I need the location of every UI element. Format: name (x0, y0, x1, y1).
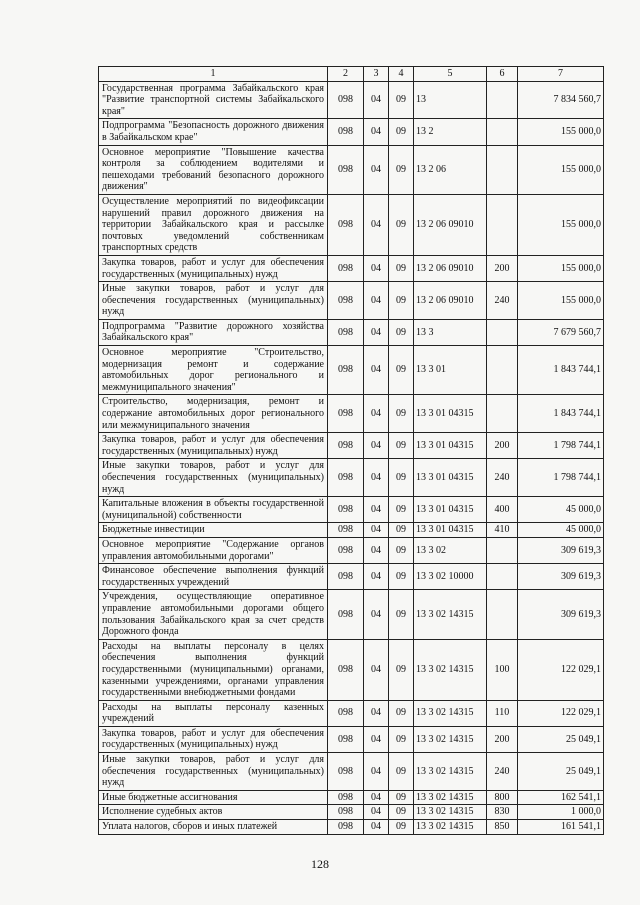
cell-expense-type: 110 (487, 700, 518, 726)
table-row (99, 564, 604, 590)
cell-section: 04 (364, 805, 389, 820)
cell-section: 04 (364, 433, 389, 459)
cell-target-article: 13 3 01 04315 (414, 395, 487, 433)
cell-name: Основное мероприятие "Содержание органов управления автомобильными дорогами" (99, 537, 328, 563)
cell-name: Расходы на выплаты персоналу казенных учреждений (99, 700, 328, 726)
cell-section: 04 (364, 255, 389, 281)
cell-admin-code: 098 (328, 523, 364, 538)
cell-section: 04 (364, 282, 389, 320)
cell-admin-code: 098 (328, 753, 364, 791)
cell-expense-type: 400 (487, 497, 518, 523)
page-number: 128 (311, 857, 329, 871)
table-row (99, 537, 604, 563)
cell-section: 04 (364, 459, 389, 497)
cell-name: Уплата налогов, сборов и иных платежей (99, 820, 328, 835)
cell-amount: 122 029,1 (518, 639, 604, 700)
cell-section: 04 (364, 790, 389, 805)
cell-admin-code: 098 (328, 790, 364, 805)
cell-admin-code: 098 (328, 255, 364, 281)
cell-section: 04 (364, 497, 389, 523)
cell-section: 04 (364, 700, 389, 726)
cell-name: Капитальные вложения в объекты государственной (муниципальной) собственности (99, 497, 328, 523)
cell-amount: 1 798 744,1 (518, 433, 604, 459)
cell-subsection: 09 (389, 753, 414, 791)
table-row (99, 726, 604, 752)
cell-section: 04 (364, 346, 389, 395)
table-row (99, 497, 604, 523)
cell-name: Иные закупки товаров, работ и услуг для обеспечения государственных (муниципальных) нужд (99, 282, 328, 320)
cell-subsection: 09 (389, 820, 414, 835)
cell-name: Бюджетные инвестиции (99, 523, 328, 538)
cell-target-article: 13 2 06 09010 (414, 255, 487, 281)
cell-expense-type (487, 319, 518, 345)
cell-amount: 161 541,1 (518, 820, 604, 835)
table-row (99, 145, 604, 194)
cell-admin-code: 098 (328, 820, 364, 835)
table-row (99, 805, 604, 820)
cell-admin-code: 098 (328, 564, 364, 590)
cell-admin-code: 098 (328, 81, 364, 119)
cell-amount: 45 000,0 (518, 523, 604, 538)
table-row (99, 395, 604, 433)
cell-target-article: 13 3 01 (414, 346, 487, 395)
cell-expense-type (487, 145, 518, 194)
cell-subsection: 09 (389, 119, 414, 145)
cell-section: 04 (364, 119, 389, 145)
cell-name: Финансовое обеспечение выполнения функций государственных учреждений (99, 564, 328, 590)
cell-admin-code: 098 (328, 145, 364, 194)
cell-amount: 7 679 560,7 (518, 319, 604, 345)
cell-amount: 309 619,3 (518, 537, 604, 563)
cell-name: Иные бюджетные ассигнования (99, 790, 328, 805)
table-row (99, 319, 604, 345)
cell-subsection: 09 (389, 726, 414, 752)
table-row (99, 119, 604, 145)
header-cell: 2 (328, 67, 364, 82)
cell-target-article: 13 2 (414, 119, 487, 145)
cell-expense-type (487, 590, 518, 639)
cell-subsection: 09 (389, 346, 414, 395)
cell-subsection: 09 (389, 537, 414, 563)
cell-section: 04 (364, 726, 389, 752)
cell-section: 04 (364, 639, 389, 700)
cell-expense-type: 240 (487, 282, 518, 320)
cell-name: Строительство, модернизация, ремонт и содержание автомобильных дорог регионального или межмуниципального значения (99, 395, 328, 433)
cell-target-article: 13 3 02 (414, 537, 487, 563)
cell-admin-code: 098 (328, 726, 364, 752)
cell-expense-type: 850 (487, 820, 518, 835)
cell-name: Закупка товаров, работ и услуг для обеспечения государственных (муниципальных) нужд (99, 726, 328, 752)
cell-expense-type: 800 (487, 790, 518, 805)
cell-admin-code: 098 (328, 639, 364, 700)
cell-target-article: 13 3 02 14315 (414, 590, 487, 639)
cell-section: 04 (364, 194, 389, 255)
cell-amount: 45 000,0 (518, 497, 604, 523)
cell-target-article: 13 2 06 (414, 145, 487, 194)
cell-section: 04 (364, 81, 389, 119)
cell-section: 04 (364, 395, 389, 433)
cell-amount: 25 049,1 (518, 753, 604, 791)
cell-amount: 155 000,0 (518, 194, 604, 255)
cell-target-article: 13 3 02 10000 (414, 564, 487, 590)
cell-name: Закупка товаров, работ и услуг для обеспечения государственных (муниципальных) нужд (99, 255, 328, 281)
header-cell: 6 (487, 67, 518, 82)
cell-target-article: 13 3 02 14315 (414, 805, 487, 820)
cell-name: Учреждения, осуществляющие оперативное управление автомобильными дорогами общего пользования Забайкальского края за счет средств Дорожного фонда (99, 590, 328, 639)
cell-target-article: 13 3 02 14315 (414, 700, 487, 726)
cell-name: Исполнение судебных актов (99, 805, 328, 820)
table-row (99, 194, 604, 255)
cell-target-article: 13 3 02 14315 (414, 790, 487, 805)
cell-admin-code: 098 (328, 194, 364, 255)
cell-subsection: 09 (389, 194, 414, 255)
table-row (99, 700, 604, 726)
cell-section: 04 (364, 753, 389, 791)
cell-amount: 155 000,0 (518, 282, 604, 320)
cell-target-article: 13 3 01 04315 (414, 459, 487, 497)
cell-admin-code: 098 (328, 497, 364, 523)
cell-expense-type (487, 537, 518, 563)
cell-admin-code: 098 (328, 805, 364, 820)
cell-section: 04 (364, 820, 389, 835)
cell-amount: 162 541,1 (518, 790, 604, 805)
cell-section: 04 (364, 590, 389, 639)
cell-expense-type: 100 (487, 639, 518, 700)
header-cell: 5 (414, 67, 487, 82)
cell-amount: 1 843 744,1 (518, 395, 604, 433)
cell-section: 04 (364, 537, 389, 563)
cell-admin-code: 098 (328, 319, 364, 345)
cell-subsection: 09 (389, 590, 414, 639)
cell-target-article: 13 3 02 14315 (414, 820, 487, 835)
table-row (99, 523, 604, 538)
cell-amount: 155 000,0 (518, 119, 604, 145)
cell-section: 04 (364, 319, 389, 345)
cell-admin-code: 098 (328, 395, 364, 433)
cell-subsection: 09 (389, 282, 414, 320)
cell-subsection: 09 (389, 433, 414, 459)
table-row (99, 255, 604, 281)
cell-name: Осуществление мероприятий по видеофиксации нарушений правил дорожного движения на территории Забайкальского края и рассылке почтовых уведомлений собственникам транспортных средств (99, 194, 328, 255)
cell-expense-type: 200 (487, 726, 518, 752)
cell-subsection: 09 (389, 255, 414, 281)
cell-admin-code: 098 (328, 433, 364, 459)
cell-target-article: 13 3 02 14315 (414, 726, 487, 752)
cell-target-article: 13 3 02 14315 (414, 753, 487, 791)
cell-subsection: 09 (389, 564, 414, 590)
cell-subsection: 09 (389, 639, 414, 700)
cell-subsection: 09 (389, 805, 414, 820)
cell-admin-code: 098 (328, 119, 364, 145)
cell-name: Иные закупки товаров, работ и услуг для обеспечения государственных (муниципальных) нужд (99, 459, 328, 497)
cell-name: Государственная программа Забайкальского края "Развитие транспортной системы Забайкальского края" (99, 81, 328, 119)
table-row (99, 459, 604, 497)
header-cell: 7 (518, 67, 604, 82)
cell-target-article: 13 3 01 04315 (414, 433, 487, 459)
table-row (99, 590, 604, 639)
cell-amount: 309 619,3 (518, 590, 604, 639)
table-row (99, 639, 604, 700)
cell-expense-type (487, 81, 518, 119)
table-row (99, 81, 604, 119)
cell-amount: 155 000,0 (518, 255, 604, 281)
cell-subsection: 09 (389, 459, 414, 497)
table-row (99, 753, 604, 791)
cell-name: Закупка товаров, работ и услуг для обеспечения государственных (муниципальных) нужд (99, 433, 328, 459)
cell-section: 04 (364, 145, 389, 194)
cell-target-article: 13 2 06 09010 (414, 194, 487, 255)
cell-expense-type: 830 (487, 805, 518, 820)
cell-admin-code: 098 (328, 346, 364, 395)
cell-name: Основное мероприятие "Строительство, модернизация ремонт и содержание автомобильных дорог регионального и межмуниципального значения" (99, 346, 328, 395)
header-cell: 1 (99, 67, 328, 82)
cell-expense-type (487, 119, 518, 145)
budget-table (98, 66, 604, 835)
cell-subsection: 09 (389, 319, 414, 345)
cell-target-article: 13 3 01 04315 (414, 523, 487, 538)
cell-target-article: 13 (414, 81, 487, 119)
cell-expense-type: 200 (487, 433, 518, 459)
cell-target-article: 13 3 01 04315 (414, 497, 487, 523)
cell-section: 04 (364, 564, 389, 590)
cell-amount: 122 029,1 (518, 700, 604, 726)
cell-admin-code: 098 (328, 537, 364, 563)
cell-expense-type (487, 395, 518, 433)
table-body (99, 81, 604, 834)
cell-target-article: 13 2 06 09010 (414, 282, 487, 320)
table-header-row (99, 67, 604, 82)
cell-expense-type (487, 564, 518, 590)
cell-subsection: 09 (389, 145, 414, 194)
cell-expense-type: 240 (487, 459, 518, 497)
cell-target-article: 13 3 02 14315 (414, 639, 487, 700)
cell-amount: 1 000,0 (518, 805, 604, 820)
cell-name: Подпрограмма "Развитие дорожного хозяйства Забайкальского края" (99, 319, 328, 345)
cell-name: Иные закупки товаров, работ и услуг для обеспечения государственных (муниципальных) нужд (99, 753, 328, 791)
cell-subsection: 09 (389, 497, 414, 523)
cell-expense-type: 200 (487, 255, 518, 281)
header-cell: 4 (389, 67, 414, 82)
cell-subsection: 09 (389, 790, 414, 805)
cell-amount: 7 834 560,7 (518, 81, 604, 119)
cell-amount: 1 843 744,1 (518, 346, 604, 395)
cell-name: Основное мероприятие "Повышение качества контроля за соблюдением водителями и пешеходами требований безопасного дорожного движения" (99, 145, 328, 194)
cell-admin-code: 098 (328, 700, 364, 726)
cell-admin-code: 098 (328, 590, 364, 639)
cell-subsection: 09 (389, 523, 414, 538)
cell-expense-type: 410 (487, 523, 518, 538)
cell-expense-type (487, 194, 518, 255)
cell-amount: 1 798 744,1 (518, 459, 604, 497)
table-row (99, 433, 604, 459)
cell-subsection: 09 (389, 395, 414, 433)
header-cell: 3 (364, 67, 389, 82)
cell-amount: 155 000,0 (518, 145, 604, 194)
cell-section: 04 (364, 523, 389, 538)
cell-subsection: 09 (389, 700, 414, 726)
cell-name: Расходы на выплаты персоналу в целях обеспечения выполнения функций государственными (муниципальными) органами, казенными учреждениями, органами управления государственными внебюджетными фондами (99, 639, 328, 700)
table-row (99, 282, 604, 320)
table-row (99, 346, 604, 395)
cell-subsection: 09 (389, 81, 414, 119)
cell-amount: 25 049,1 (518, 726, 604, 752)
cell-amount: 309 619,3 (518, 564, 604, 590)
cell-target-article: 13 3 (414, 319, 487, 345)
cell-expense-type: 240 (487, 753, 518, 791)
cell-name: Подпрограмма "Безопасность дорожного движения в Забайкальском крае" (99, 119, 328, 145)
cell-admin-code: 098 (328, 282, 364, 320)
cell-expense-type (487, 346, 518, 395)
table-row (99, 790, 604, 805)
table-row (99, 820, 604, 835)
cell-admin-code: 098 (328, 459, 364, 497)
